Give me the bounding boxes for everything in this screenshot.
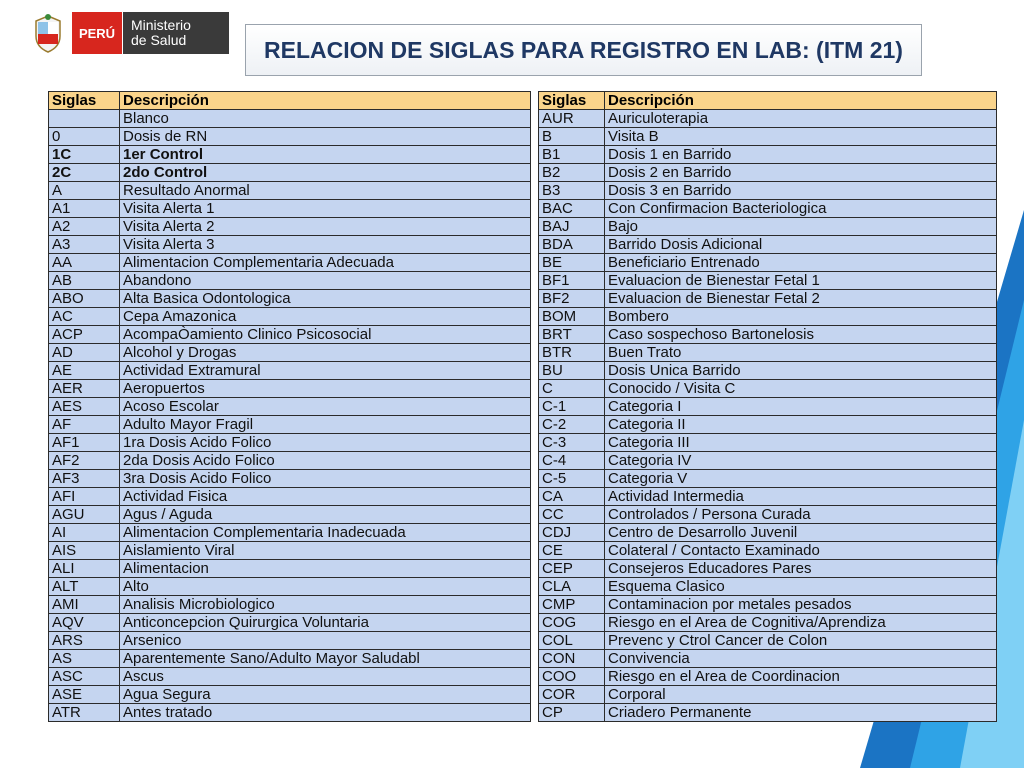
table-row <box>49 704 531 722</box>
sigla-cell: BOM <box>539 308 605 326</box>
sigla-cell: AMI <box>49 596 120 614</box>
sigla-cell: ASE <box>49 686 120 704</box>
sigla-cell: AS <box>49 650 120 668</box>
table-row <box>49 182 531 200</box>
table-row <box>539 110 997 128</box>
descripcion-cell: Auriculoterapia <box>605 110 997 128</box>
descripcion-cell: Convivencia <box>605 650 997 668</box>
table-row <box>539 650 997 668</box>
sigla-cell: C-4 <box>539 452 605 470</box>
sigla-cell: AQV <box>49 614 120 632</box>
descripcion-cell: Agua Segura <box>120 686 531 704</box>
column-header-siglas: Siglas <box>539 92 605 110</box>
table-row <box>539 236 997 254</box>
descripcion-cell: Buen Trato <box>605 344 997 362</box>
table-row <box>49 146 531 164</box>
title-box <box>245 24 922 76</box>
table-row <box>539 668 997 686</box>
descripcion-cell: Antes tratado <box>120 704 531 722</box>
descripcion-cell: 1ra Dosis Acido Folico <box>120 434 531 452</box>
table-row <box>539 434 997 452</box>
descripcion-cell: Bombero <box>605 308 997 326</box>
table-row <box>49 308 531 326</box>
sigla-cell: COR <box>539 686 605 704</box>
descripcion-cell: Controlados / Persona Curada <box>605 506 997 524</box>
descripcion-cell: Actividad Fisica <box>120 488 531 506</box>
sigla-cell: B1 <box>539 146 605 164</box>
left-table-body <box>49 110 531 722</box>
table-row <box>49 488 531 506</box>
column-header-siglas: Siglas <box>49 92 120 110</box>
descripcion-cell: Beneficiario Entrenado <box>605 254 997 272</box>
sigla-cell: ATR <box>49 704 120 722</box>
table-row <box>539 506 997 524</box>
ministry-line-1: Ministerio <box>131 17 191 33</box>
descripcion-cell: Actividad Intermedia <box>605 488 997 506</box>
table-row <box>49 668 531 686</box>
sigla-cell: AC <box>49 308 120 326</box>
descripcion-cell: Evaluacion de Bienestar Fetal 1 <box>605 272 997 290</box>
table-row <box>539 398 997 416</box>
descripcion-cell: Con Confirmacion Bacteriologica <box>605 200 997 218</box>
sigla-cell: C-3 <box>539 434 605 452</box>
descripcion-cell: Evaluacion de Bienestar Fetal 2 <box>605 290 997 308</box>
table-row <box>539 344 997 362</box>
table-row <box>539 542 997 560</box>
descripcion-cell: Barrido Dosis Adicional <box>605 236 997 254</box>
column-header-descripcion: Descripción <box>120 92 531 110</box>
descripcion-cell: Riesgo en el Area de Coordinacion <box>605 668 997 686</box>
descripcion-cell: Visita Alerta 3 <box>120 236 531 254</box>
table-row <box>49 434 531 452</box>
table-row <box>49 362 531 380</box>
table-row <box>49 254 531 272</box>
descripcion-cell: Dosis 2 en Barrido <box>605 164 997 182</box>
table-row <box>539 362 997 380</box>
sigla-cell: C-2 <box>539 416 605 434</box>
sigla-cell: AI <box>49 524 120 542</box>
sigla-cell: BU <box>539 362 605 380</box>
descripcion-cell: Adulto Mayor Fragil <box>120 416 531 434</box>
descripcion-cell: Contaminacion por metales pesados <box>605 596 997 614</box>
descripcion-cell: Blanco <box>120 110 531 128</box>
sigla-cell <box>49 110 120 128</box>
descripcion-cell: Categoria III <box>605 434 997 452</box>
sigla-cell: CLA <box>539 578 605 596</box>
sigla-cell: BAJ <box>539 218 605 236</box>
sigla-cell: AA <box>49 254 120 272</box>
left-siglas-table <box>48 91 531 722</box>
descripcion-cell: Alimentacion Complementaria Inadecuada <box>120 524 531 542</box>
descripcion-cell: Visita Alerta 1 <box>120 200 531 218</box>
sigla-cell: AER <box>49 380 120 398</box>
table-row <box>49 398 531 416</box>
descripcion-cell: Dosis 1 en Barrido <box>605 146 997 164</box>
descripcion-cell: Centro de Desarrollo Juvenil <box>605 524 997 542</box>
table-row <box>49 524 531 542</box>
sigla-cell: ALI <box>49 560 120 578</box>
table-row <box>539 164 997 182</box>
sigla-cell: BDA <box>539 236 605 254</box>
descripcion-cell: Visita B <box>605 128 997 146</box>
right-siglas-table <box>538 91 997 722</box>
table-row <box>539 416 997 434</box>
sigla-cell: BTR <box>539 344 605 362</box>
sigla-cell: A1 <box>49 200 120 218</box>
table-row <box>539 128 997 146</box>
table-row <box>539 308 997 326</box>
table-row <box>539 452 997 470</box>
descripcion-cell: Anticoncepcion Quirurgica Voluntaria <box>120 614 531 632</box>
table-row <box>49 506 531 524</box>
table-row <box>49 128 531 146</box>
descripcion-cell: Conocido / Visita C <box>605 380 997 398</box>
descripcion-cell: Bajo <box>605 218 997 236</box>
table-row <box>49 416 531 434</box>
sigla-cell: 2C <box>49 164 120 182</box>
sigla-cell: CC <box>539 506 605 524</box>
table-row <box>539 272 997 290</box>
descripcion-cell: Acoso Escolar <box>120 398 531 416</box>
page-title: RELACION DE SIGLAS PARA REGISTRO EN LAB: (ITM 21) <box>264 36 903 63</box>
column-header-descripcion: Descripción <box>605 92 997 110</box>
descripcion-cell: Alta Basica Odontologica <box>120 290 531 308</box>
descripcion-cell: Alimentacion Complementaria Adecuada <box>120 254 531 272</box>
ministry-line-2: de Salud <box>131 32 187 48</box>
table-row <box>49 470 531 488</box>
sigla-cell: BRT <box>539 326 605 344</box>
sigla-cell: AE <box>49 362 120 380</box>
descripcion-cell: Dosis de RN <box>120 128 531 146</box>
descripcion-cell: Arsenico <box>120 632 531 650</box>
descripcion-cell: Dosis 3 en Barrido <box>605 182 997 200</box>
sigla-cell: AB <box>49 272 120 290</box>
descripcion-cell: Cepa Amazonica <box>120 308 531 326</box>
table-row <box>49 236 531 254</box>
descripcion-cell: Categoria I <box>605 398 997 416</box>
descripcion-cell: 2da Dosis Acido Folico <box>120 452 531 470</box>
table-row <box>539 182 997 200</box>
descripcion-cell: Alimentacion <box>120 560 531 578</box>
descripcion-cell: Caso sospechoso Bartonelosis <box>605 326 997 344</box>
table-row <box>539 218 997 236</box>
sigla-cell: C-5 <box>539 470 605 488</box>
sigla-cell: CON <box>539 650 605 668</box>
sigla-cell: BE <box>539 254 605 272</box>
descripcion-cell: Aparentemente Sano/Adulto Mayor Saludabl <box>120 650 531 668</box>
table-row <box>539 254 997 272</box>
sigla-cell: AF3 <box>49 470 120 488</box>
sigla-cell: AD <box>49 344 120 362</box>
table-row <box>539 380 997 398</box>
coat-of-arms-icon <box>30 12 66 54</box>
sigla-cell: BF1 <box>539 272 605 290</box>
descripcion-cell: Aislamiento Viral <box>120 542 531 560</box>
table-header-row <box>49 92 531 110</box>
table-row <box>539 560 997 578</box>
sigla-cell: 1C <box>49 146 120 164</box>
sigla-cell: AGU <box>49 506 120 524</box>
table-row <box>49 596 531 614</box>
sigla-cell: COG <box>539 614 605 632</box>
descripcion-cell: Visita Alerta 2 <box>120 218 531 236</box>
descripcion-cell: Agus / Aguda <box>120 506 531 524</box>
table-row <box>49 632 531 650</box>
table-row <box>539 614 997 632</box>
table-row <box>539 200 997 218</box>
sigla-cell: A2 <box>49 218 120 236</box>
sigla-cell: B <box>539 128 605 146</box>
descripcion-cell: Prevenc y Ctrol Cancer de Colon <box>605 632 997 650</box>
sigla-cell: A <box>49 182 120 200</box>
table-row <box>49 272 531 290</box>
sigla-cell: ABO <box>49 290 120 308</box>
right-table-body <box>539 110 997 722</box>
table-row <box>49 200 531 218</box>
descripcion-cell: Corporal <box>605 686 997 704</box>
sigla-cell: AF1 <box>49 434 120 452</box>
minsa-logo <box>30 12 229 54</box>
sigla-cell: AF <box>49 416 120 434</box>
table-row <box>49 164 531 182</box>
sigla-cell: COL <box>539 632 605 650</box>
sigla-cell: CEP <box>539 560 605 578</box>
table-row <box>49 614 531 632</box>
table-row <box>49 578 531 596</box>
table-row <box>539 488 997 506</box>
sigla-cell: ACP <box>49 326 120 344</box>
sigla-cell: ASC <box>49 668 120 686</box>
descripcion-cell: AcompaÒamiento Clinico Psicosocial <box>120 326 531 344</box>
table-row <box>49 344 531 362</box>
descripcion-cell: Categoria II <box>605 416 997 434</box>
sigla-cell: AIS <box>49 542 120 560</box>
descripcion-cell: Analisis Microbiologico <box>120 596 531 614</box>
sigla-cell: B2 <box>539 164 605 182</box>
descripcion-cell: 1er Control <box>120 146 531 164</box>
descripcion-cell: Dosis Unica Barrido <box>605 362 997 380</box>
table-row <box>49 218 531 236</box>
table-row <box>539 146 997 164</box>
table-row <box>539 704 997 722</box>
table-row <box>49 560 531 578</box>
descripcion-cell: Resultado Anormal <box>120 182 531 200</box>
table-header-row <box>539 92 997 110</box>
descripcion-cell: Actividad Extramural <box>120 362 531 380</box>
sigla-cell: 0 <box>49 128 120 146</box>
table-row <box>49 110 531 128</box>
descripcion-cell: Colateral / Contacto Examinado <box>605 542 997 560</box>
table-row <box>49 380 531 398</box>
table-row <box>49 290 531 308</box>
table-row <box>539 290 997 308</box>
sigla-cell: BF2 <box>539 290 605 308</box>
table-row <box>539 326 997 344</box>
sigla-cell: AES <box>49 398 120 416</box>
table-row <box>539 578 997 596</box>
descripcion-cell: Consejeros Educadores Pares <box>605 560 997 578</box>
table-row <box>49 650 531 668</box>
descripcion-cell: 3ra Dosis Acido Folico <box>120 470 531 488</box>
descripcion-cell: Riesgo en el Area de Cognitiva/Aprendiza <box>605 614 997 632</box>
sigla-cell: CMP <box>539 596 605 614</box>
sigla-cell: CE <box>539 542 605 560</box>
sigla-cell: BAC <box>539 200 605 218</box>
sigla-cell: CA <box>539 488 605 506</box>
sigla-cell: ALT <box>49 578 120 596</box>
sigla-cell: CDJ <box>539 524 605 542</box>
sigla-cell: AFI <box>49 488 120 506</box>
descripcion-cell: Ascus <box>120 668 531 686</box>
descripcion-cell: Abandono <box>120 272 531 290</box>
sigla-cell: COO <box>539 668 605 686</box>
sigla-cell: AUR <box>539 110 605 128</box>
sigla-cell: A3 <box>49 236 120 254</box>
descripcion-cell: Criadero Permanente <box>605 704 997 722</box>
descripcion-cell: Categoria IV <box>605 452 997 470</box>
table-row <box>49 326 531 344</box>
table-row <box>539 470 997 488</box>
ministry-label <box>122 12 229 54</box>
table-row <box>539 524 997 542</box>
table-row <box>49 542 531 560</box>
table-row <box>539 596 997 614</box>
table-row <box>49 452 531 470</box>
sigla-cell: CP <box>539 704 605 722</box>
sigla-cell: C-1 <box>539 398 605 416</box>
table-row <box>539 686 997 704</box>
descripcion-cell: Alto <box>120 578 531 596</box>
descripcion-cell: Esquema Clasico <box>605 578 997 596</box>
table-row <box>539 632 997 650</box>
country-label: PERÚ <box>72 12 122 54</box>
sigla-cell: C <box>539 380 605 398</box>
table-row <box>49 686 531 704</box>
descripcion-cell: 2do Control <box>120 164 531 182</box>
sigla-cell: B3 <box>539 182 605 200</box>
descripcion-cell: Categoria V <box>605 470 997 488</box>
sigla-cell: AF2 <box>49 452 120 470</box>
descripcion-cell: Aeropuertos <box>120 380 531 398</box>
sigla-cell: ARS <box>49 632 120 650</box>
descripcion-cell: Alcohol y Drogas <box>120 344 531 362</box>
